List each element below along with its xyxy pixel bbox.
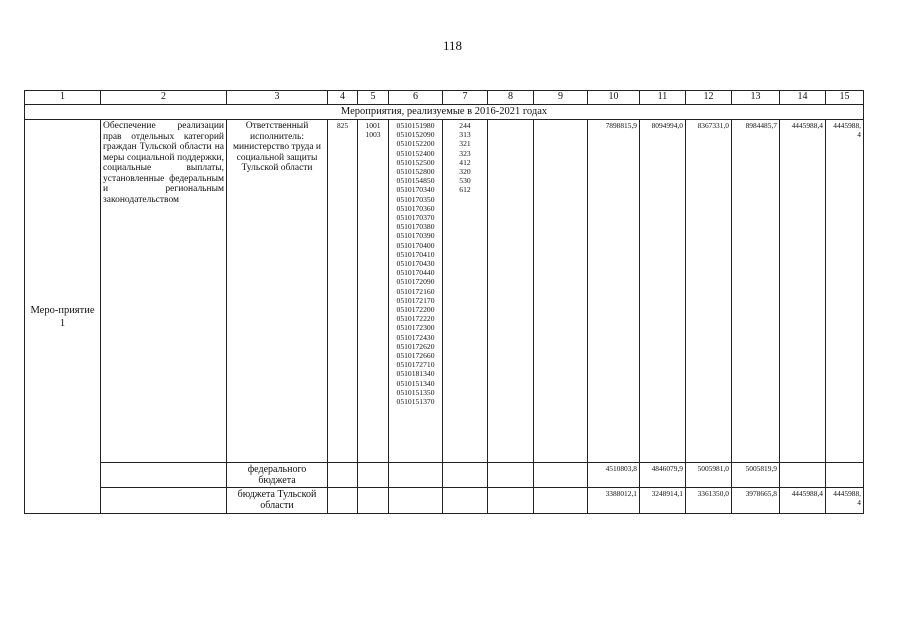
code-item: 321	[459, 139, 471, 149]
column-number-header: 12	[686, 91, 732, 105]
federal-col13: 5005819,9	[732, 463, 780, 488]
code-item: 0510151370	[396, 397, 435, 407]
code-item: 0510170440	[396, 268, 435, 278]
value-col15: 4445988, 4	[826, 120, 864, 463]
activity-main-row	[25, 120, 864, 463]
code-item: 323	[459, 148, 471, 158]
federal-budget-label: федерального бюджета	[227, 463, 328, 488]
code-item: 0510152090	[396, 130, 435, 140]
column-number-header: 11	[640, 91, 686, 105]
col9-cell	[534, 120, 588, 463]
code-item: 0510170350	[396, 194, 435, 204]
code-item: 244	[459, 121, 471, 130]
col8-cell	[488, 120, 534, 463]
activity-executor: Ответственный исполнитель: министерство труда и социальной защиты Тульской области	[227, 120, 328, 463]
column-number-header: 5	[358, 91, 389, 105]
col7-codes	[443, 120, 488, 463]
code-item: 0510151340	[396, 378, 435, 388]
column-number-header-row	[25, 91, 864, 105]
code-item: 0510170370	[396, 213, 435, 223]
code-item: 0510172710	[396, 360, 435, 370]
column-number-header: 2	[101, 91, 227, 105]
empty-cell	[101, 463, 227, 488]
column-number-header: 14	[780, 91, 826, 105]
code-item: 0510170400	[396, 240, 435, 250]
activity-label	[25, 120, 101, 514]
code-item: 1001	[365, 121, 381, 130]
regional-col11: 3248914,1	[640, 488, 686, 514]
code-item: 0510172090	[396, 277, 435, 287]
code-item: 0510154850	[396, 176, 435, 186]
code-item: 0510172200	[396, 305, 435, 315]
regional-budget-label: бюджета Тульской области	[227, 488, 328, 514]
code-item: 0510152400	[396, 148, 435, 158]
code-item: 0510172430	[396, 332, 435, 342]
code-item: 0510172620	[396, 341, 435, 351]
code-item: 0510181340	[396, 369, 435, 379]
regional-col15: 4445988, 4	[826, 488, 864, 514]
section-title-row	[25, 105, 864, 120]
column-number-header: 6	[389, 91, 443, 105]
column-number-header: 9	[534, 91, 588, 105]
column-number-header: 8	[488, 91, 534, 105]
regional-budget-row	[25, 488, 864, 514]
code-item: 612	[459, 185, 471, 195]
column-number-header: 3	[227, 91, 328, 105]
code-item: 0510170360	[396, 203, 435, 213]
federal-col14	[780, 463, 826, 488]
code-item: 0510172660	[396, 351, 435, 361]
value-col13: 8984485,7	[732, 120, 780, 463]
regional-col10: 3388012,1	[588, 488, 640, 514]
empty-cell	[101, 488, 227, 514]
column-number-header: 1	[25, 91, 101, 105]
regional-col14: 4445988,4	[780, 488, 826, 514]
federal-col10: 4510803,8	[588, 463, 640, 488]
code-item: 0510152800	[396, 167, 435, 177]
code-item: 530	[459, 176, 471, 186]
code-item: 320	[459, 167, 471, 177]
regional-col13: 3978665,8	[732, 488, 780, 514]
section-title: Мероприятия, реализуемые в 2016-2021 годах	[25, 105, 864, 120]
column-number-header: 13	[732, 91, 780, 105]
code-item: 412	[459, 157, 471, 167]
code-item: 0510170380	[396, 222, 435, 232]
code-item: 313	[459, 130, 471, 140]
activity-label-text: Меро-приятие 1	[30, 304, 95, 329]
code-item: 0510172170	[396, 295, 435, 305]
code-item: 0510170430	[396, 259, 435, 269]
col6-codes	[389, 120, 443, 463]
code-item: 0510172160	[396, 286, 435, 296]
code-item: 0510151350	[396, 387, 435, 397]
code-item: 0510170340	[396, 185, 435, 195]
code-item: 0510170410	[396, 249, 435, 259]
col4-code: 825	[328, 120, 358, 463]
code-item: 0510152200	[396, 139, 435, 149]
column-number-header: 10	[588, 91, 640, 105]
code-item: 0510152500	[396, 157, 435, 167]
code-item: 0510172300	[396, 323, 435, 333]
federal-budget-row	[25, 463, 864, 488]
activity-description: Обеспечение реализации прав отдельных категорий граждан Тульской области на меры социальной поддержки, социальные выплаты, установленные федеральным и региональным законодательством	[101, 120, 227, 463]
budget-table	[24, 90, 864, 514]
column-number-header: 7	[443, 91, 488, 105]
column-number-header: 4	[328, 91, 358, 105]
value-col14: 4445988,4	[780, 120, 826, 463]
col5-codes	[358, 120, 389, 463]
code-item: 1003	[365, 130, 381, 140]
federal-col15	[826, 463, 864, 488]
value-col12: 8367331,0	[686, 120, 732, 463]
value-col11: 8094994,0	[640, 120, 686, 463]
page-number: 118	[442, 38, 463, 53]
column-number-header: 15	[826, 91, 864, 105]
federal-col11: 4846079,9	[640, 463, 686, 488]
code-item: 0510170390	[396, 231, 435, 241]
regional-col12: 3361350,0	[686, 488, 732, 514]
value-col10: 7898815,9	[588, 120, 640, 463]
code-item: 0510151980	[396, 121, 435, 130]
code-item: 0510172220	[396, 314, 435, 324]
federal-col12: 5005981,0	[686, 463, 732, 488]
